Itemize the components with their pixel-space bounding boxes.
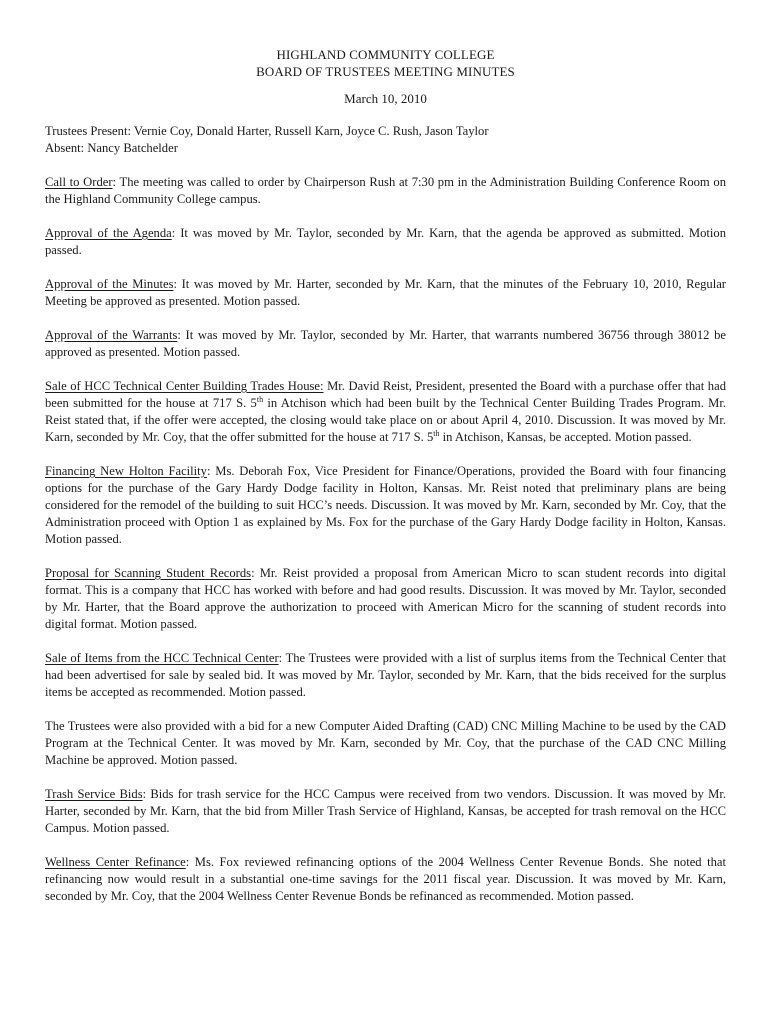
item-approval-minutes [45, 276, 726, 310]
item-heading: Proposal for Scanning Student Records [45, 566, 252, 580]
item-heading: Trash Service Bids [45, 787, 143, 801]
item-body: : Ms. Fox reviewed refinancing options of the 2004 Wellness Center Revenue Bonds. She noted that refinancing now would result in a substantial one-time savings for the 2011 fiscal year. Discussion. It was moved by Mr. Karn, seconded by Mr. Coy, that the 2004 Wellness Center Revenue Bonds be refinanced as recommended. Motion passed. [45, 855, 726, 903]
meeting-date: March 10, 2010 [344, 91, 427, 106]
document-title: BOARD OF TRUSTEES MEETING MINUTES [256, 64, 515, 79]
item-body: Mr. David Reist, President, presented the Board with a purchase offer that had been submitted for the house at 717 S. 5 [45, 379, 726, 410]
item-heading: Sale of HCC Technical Center Building Trades House: [45, 379, 324, 393]
item-heading: Approval of the Warrants [45, 328, 178, 342]
item-heading: Financing New Holton Facility [45, 464, 207, 478]
item-call-to-order [45, 174, 726, 208]
item-body: : It was moved by Mr. Taylor, seconded by Mr. Harter, that warrants numbered 36756 through 38012 be approved as presented. Motion passed. [45, 328, 726, 359]
attendance [45, 123, 726, 157]
item-body: : The meeting was called to order by Chairperson Rush at 7:30 pm in the Administration Building Conference Room on the Highland Community College campus. [45, 175, 726, 206]
item-heading: Wellness Center Refinance [45, 855, 186, 869]
item-body: The Trustees were also provided with a bid for a new Computer Aided Drafting (CAD) CNC Milling Machine to be used by the CAD Program at the Technical Center. It was moved by Mr. Karn, seconded by Mr. Coy, that the purchase of the CAD CNC Milling Machine be approved. Motion passed. [45, 719, 726, 767]
item-heading: Approval of the Minutes [45, 277, 174, 291]
item-body: : Mr. Reist provided a proposal from American Micro to scan student records into digital format. This is a company that HCC has worked with before and had good results. Discussion. It was moved by Mr. Taylor, seconded by Mr. Harter, that the Board approve the authorization to proceed with American Micro for the scanning of student records into digital format. Motion passed. [45, 566, 726, 631]
item-scanning-records [45, 565, 726, 633]
item-heading: Approval of the Agenda [45, 226, 172, 240]
minutes-content [45, 46, 726, 918]
item-trash-bids [45, 786, 726, 837]
item-body: : The Trustees were provided with a list of surplus items from the Technical Center that had been advertised for sale by sealed bid. It was moved by Mr. Taylor, seconded by Mr. Karn, that the bids received for the surplus items be accepted as recommended. Motion passed. [45, 651, 726, 699]
item-body: : It was moved by Mr. Taylor, seconded by Mr. Karn, that the agenda be approved as submitted. Motion passed. [45, 226, 727, 257]
item-cnc-machine [45, 718, 726, 769]
college-name: HIGHLAND COMMUNITY COLLEGE [276, 47, 495, 62]
item-body: : Bids for trash service for the HCC Campus were received from two vendors. Discussion. It was moved by Mr. Harter, seconded by Mr. Karn, that the bid from Miller Trash Service of Highland, Kansas, be accepted for trash removal on the HCC Campus. Motion passed. [45, 787, 726, 835]
document-header [45, 46, 726, 80]
trustees-absent: Absent: Nancy Batchelder [45, 141, 178, 155]
item-approval-warrants [45, 327, 726, 361]
item-heading: Call to Order [45, 175, 113, 189]
item-wellness-refinance [45, 854, 726, 905]
ordinal-suffix: th [433, 429, 440, 438]
item-body: in Atchison, Kansas, be accepted. Motion passed. [439, 430, 692, 444]
item-holton-facility [45, 463, 726, 548]
item-surplus-sale [45, 650, 726, 701]
item-sale-house [45, 378, 726, 446]
ordinal-suffix: th [256, 395, 264, 404]
item-body: : Ms. Deborah Fox, Vice President for Finance/Operations, provided the Board with four financing options for the purchase of the Gary Hardy Dodge facility in Holton, Kansas. Mr. Reist noted that preliminary plans are being considered for the remodel of the building to suit HCC’s needs. Discussion. It was moved by Mr. Karn, seconded by Mr. Coy, that the Administration proceed with Option 1 as explained by Ms. Fox for the purchase of the Gary Hardy Dodge facility in Holton, Kansas. Motion passed. [45, 464, 726, 546]
item-body: : It was moved by Mr. Harter, seconded by Mr. Karn, that the minutes of the February 10, 2010, Regular Meeting be approved as presented. Motion passed. [45, 277, 726, 308]
trustees-present: Trustees Present: Vernie Coy, Donald Harter, Russell Karn, Joyce C. Rush, Jason Taylor [45, 124, 489, 138]
item-heading: Sale of Items from the HCC Technical Center [45, 651, 279, 665]
item-approval-agenda [45, 225, 726, 259]
item-body: in Atchison which had been built by the Technical Center Building Trades Program. Mr. Reist stated that, if the offer were accepted, the closing would take place on or about April 4, 2010. Discussion. It was moved by Mr. Karn, seconded by Mr. Coy, that the offer submitted for the house at 717 S. 5 [45, 396, 726, 444]
